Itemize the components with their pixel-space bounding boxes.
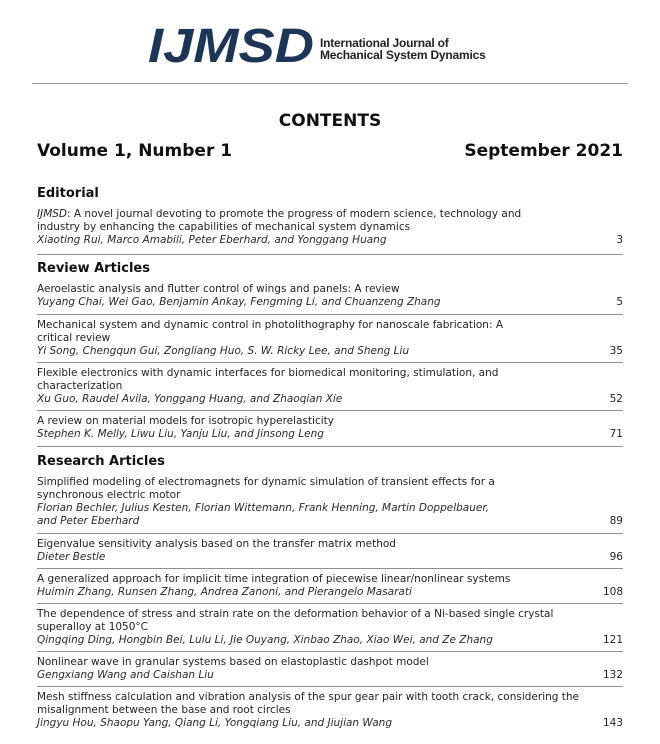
article-authors: Dieter Bestle <box>37 551 106 563</box>
divider <box>37 446 623 447</box>
article-authors: Huimin Zhang, Runsen Zhang, Andrea Zanoni, and Pierangelo Masarati <box>37 586 412 598</box>
page-number: 143 <box>602 717 623 729</box>
toc-entry[interactable] <box>37 608 623 647</box>
article-authors: Xu Guo, Raudel Avila, Yonggang Huang, and Zhaoqian Xie <box>37 393 343 405</box>
article-title: Aeroelastic analysis and flutter control of wings and panels: A review <box>37 283 400 295</box>
journal-name-line1: International Journal of <box>320 36 449 50</box>
article-title: Nonlinear wave in granular systems based on elastoplastic dashpot model <box>37 656 429 668</box>
article-authors: Xiaoting Rui, Marco Amabili, Peter Eberhard, and Yonggang Huang <box>37 234 387 246</box>
journal-name <box>320 37 486 61</box>
page-number: 35 <box>609 345 623 357</box>
page-number: 5 <box>616 296 623 308</box>
article-title: The dependence of stress and strain rate on the deformation behavior of a Ni-based single crystal superalloy at 1050°C <box>37 608 554 633</box>
article-authors: Yuyang Chai, Wei Gao, Benjamin Ankay, Fengming Li, and Chuanzeng Zhang <box>37 296 441 308</box>
page-number: 132 <box>602 669 623 681</box>
toc-entry[interactable] <box>37 283 623 309</box>
toc-entry[interactable] <box>37 476 623 528</box>
divider <box>37 410 623 411</box>
issue-date: September 2021 <box>464 141 623 161</box>
article-authors: Jingyu Hou, Shaopu Yang, Qiang Li, Yongqiang Liu, and Jiujian Wang <box>37 717 392 729</box>
divider <box>37 603 623 604</box>
divider <box>37 568 623 569</box>
article-authors: Gengxiang Wang and Caishan Liu <box>37 669 214 681</box>
toc-entry[interactable] <box>37 573 623 599</box>
section-heading-editorial: Editorial <box>37 186 99 201</box>
header-rule <box>32 83 628 84</box>
page-number: 108 <box>602 586 623 598</box>
article-title: Mesh stiffness calculation and vibration analysis of the spur gear pair with tooth crack, considering the misalignment between the base and root circles <box>37 691 579 716</box>
toc-entry[interactable] <box>37 415 623 441</box>
article-title: A generalized approach for implicit time integration of piecewise linear/nonlinear systems <box>37 573 511 585</box>
logo-text: IJMSD <box>148 22 314 66</box>
toc-entry[interactable] <box>37 538 623 564</box>
article-authors: Yi Song, Chengqun Gui, Zongliang Huo, S. W. Ricky Lee, and Sheng Liu <box>37 345 410 357</box>
volume-number: Volume 1, Number 1 <box>37 141 233 161</box>
contents-title: CONTENTS <box>278 111 382 131</box>
divider <box>37 533 623 534</box>
article-title: Eigenvalue sensitivity analysis based on the transfer matrix method <box>37 538 396 550</box>
page-number: 71 <box>609 428 623 440</box>
article-title: A review on material models for isotropic hyperelasticity <box>37 415 334 427</box>
toc-entry[interactable] <box>37 319 623 358</box>
article-authors-cont: and Peter Eberhard <box>37 515 140 527</box>
divider <box>37 651 623 652</box>
divider <box>37 686 623 687</box>
toc-entry[interactable] <box>37 367 623 406</box>
journal-abbrev: IJMSD <box>37 208 68 220</box>
toc-entry[interactable] <box>37 208 623 247</box>
ijmsd-logo <box>148 22 316 66</box>
divider <box>37 314 623 315</box>
divider <box>37 362 623 363</box>
article-authors: Qingqing Ding, Hongbin Bei, Lulu Li, Jie Ouyang, Xinbao Zhao, Xiao Wei, and Ze Zhang <box>37 634 493 646</box>
article-authors: Stephen K. Melly, Liwu Liu, Yanju Liu, and Jinsong Leng <box>37 428 324 440</box>
page-number: 96 <box>609 551 623 563</box>
article-authors: Florian Bechler, Julius Kesten, Florian Wittemann, Frank Henning, Martin Doppelbauer, <box>37 502 490 514</box>
article-title: IJMSD: A novel journal devoting to promote the progress of modern science, technology and industry by enhancing the capabilities of mechanical system dynamics <box>37 208 522 233</box>
toc-entry[interactable] <box>37 656 623 682</box>
article-title: Mechanical system and dynamic control in photolithography for nanoscale fabrication: A critical review <box>37 319 504 344</box>
toc-entry[interactable] <box>37 691 623 730</box>
article-title: Simplified modeling of electromagnets for dynamic simulation of transient effects for a synchronous electric motor <box>37 476 495 501</box>
page-number: 52 <box>609 393 623 405</box>
divider <box>37 254 623 255</box>
page-number: 89 <box>609 515 623 527</box>
journal-header <box>0 0 660 82</box>
page-number: 121 <box>602 634 623 646</box>
section-heading-review: Review Articles <box>37 261 150 276</box>
article-title: Flexible electronics with dynamic interfaces for biomedical monitoring, stimulation, and characterization <box>37 367 499 392</box>
journal-name-line2: Mechanical System Dynamics <box>320 48 486 62</box>
section-heading-research: Research Articles <box>37 454 165 469</box>
page-number: 3 <box>616 234 623 246</box>
